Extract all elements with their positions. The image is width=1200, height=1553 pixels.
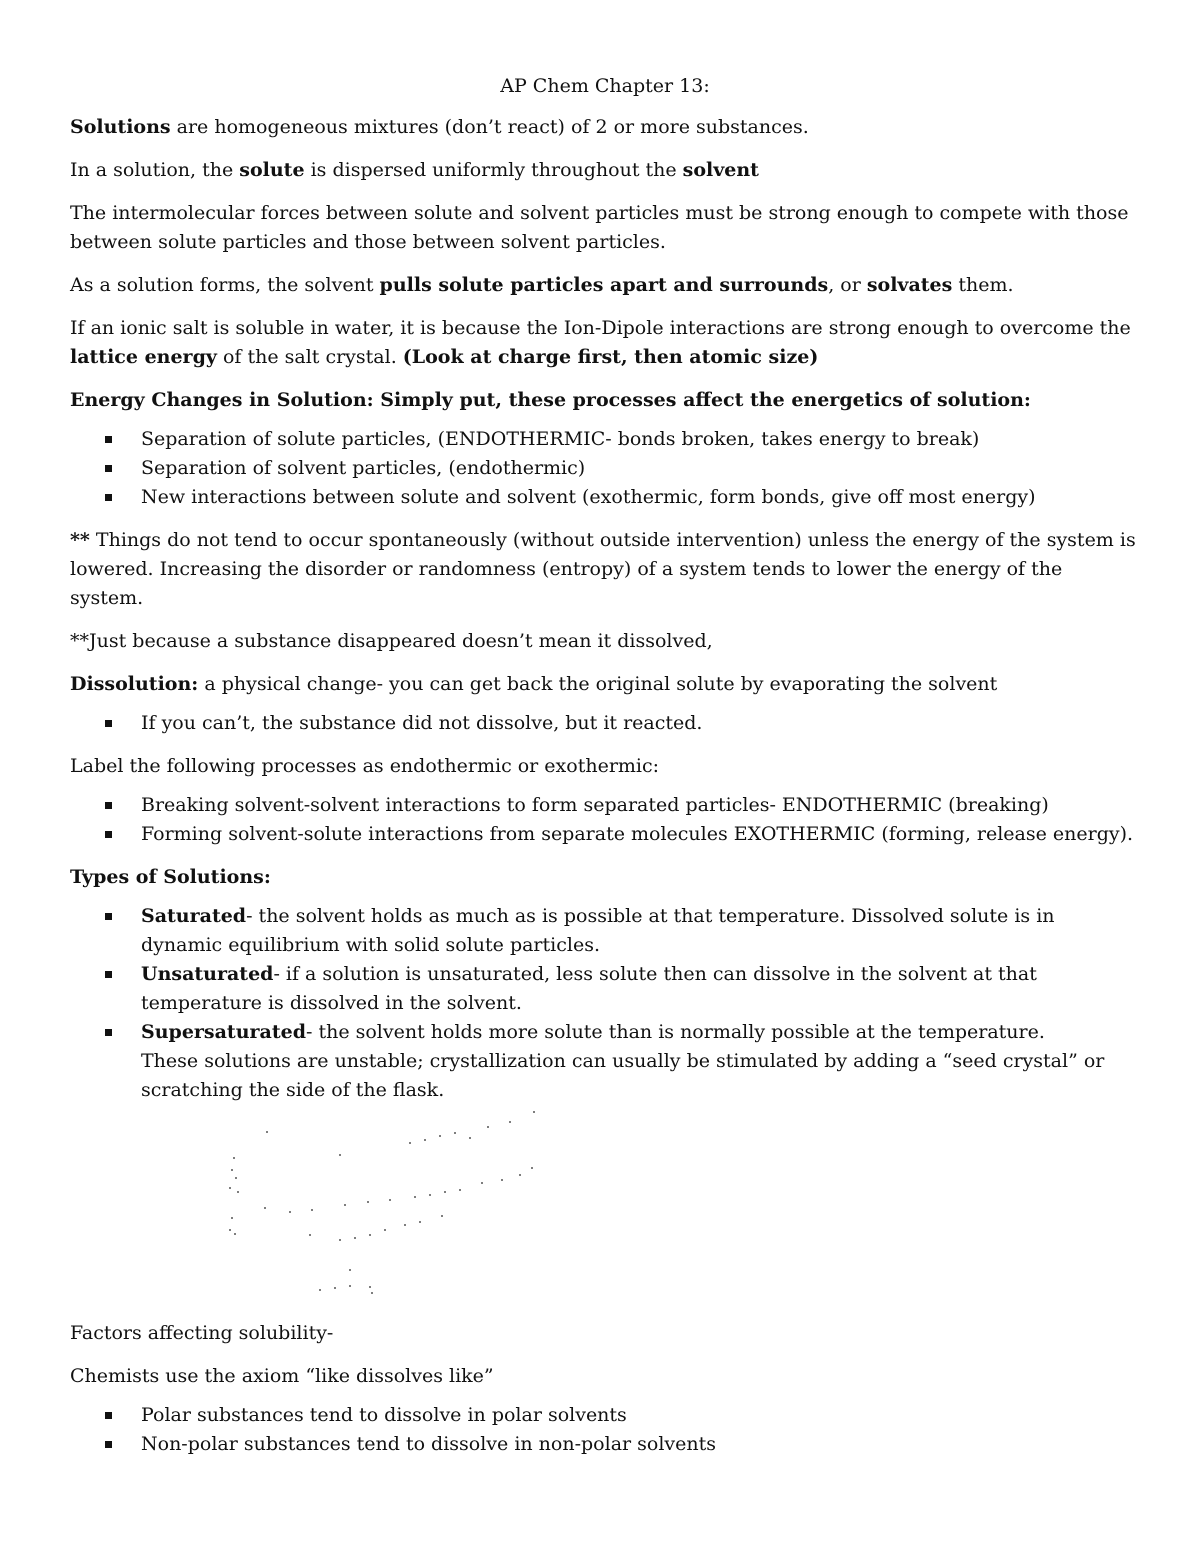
bullet-icon [105,465,112,472]
like-dissolves-list [70,1401,1140,1459]
bullet-icon [105,802,112,809]
axiom-statement: Chemists use the axiom “like dissolves like” [70,1365,494,1387]
energy-changes-heading: Energy Changes in Solution: Simply put, these processes affect the energetics of solution: [70,389,1031,411]
dissolution-definition: Dissolution: a physical change- you can get back the original solute by evaporating the solvent [70,673,998,695]
term-dissolution: Dissolution: [70,673,199,695]
ionic-salt-paragraph: If an ionic salt is soluble in water, it is because the Ion-Dipole interactions are strong enough to overcome the lattice energy of the salt crystal. (Look at charge first, then atomic size) [70,317,1131,368]
dissolution-list [70,709,1140,738]
term-unsaturated: Unsaturated [141,963,274,985]
energy-changes-list [70,425,1140,512]
bullet-icon [105,494,112,501]
list-item: Forming solvent-solute interactions from separate molecules EXOTHERMIC (forming, release energy). [70,820,1140,849]
page-title: AP Chem Chapter 13: [500,75,710,97]
types-heading: Types of Solutions: [70,866,271,888]
list-item: Breaking solvent-solvent interactions to form separated particles- ENDOTHERMIC (breaking) [70,791,1140,820]
term-solvent: solvent [682,159,759,181]
list-item: Non-polar substances tend to dissolve in non-polar solvents [70,1430,1140,1459]
list-item: New interactions between solute and solvent (exothermic, form bonds, give off most energy) [70,483,1140,512]
intermolecular-forces-paragraph: The intermolecular forces between solute and solvent particles must be strong enough to compete with those between solute particles and those between solvent particles. [70,202,1129,253]
term-solutions: Solutions [70,116,171,138]
list-item: Unsaturated- if a solution is unsaturated, less solute then can dissolve in the solvent at that temperature is dissolved in the solvent. [70,960,1140,1018]
term-supersaturated: Supersaturated [141,1021,306,1043]
term-saturated: Saturated [141,905,247,927]
term-solute: solute [239,159,305,181]
label-processes-prompt: Label the following processes as endothermic or exothermic: [70,755,660,777]
list-item: If you can’t, the substance did not dissolve, but it reacted. [70,709,1140,738]
bullet-icon [105,831,112,838]
bullet-icon [105,913,112,920]
bullet-icon [105,1412,112,1419]
bullet-icon [105,1029,112,1036]
faint-flask-drawing-remnant [220,1100,550,1300]
label-processes-list [70,791,1140,849]
disappeared-note: **Just because a substance disappeared doesn’t mean it dissolved, [70,630,713,652]
bullet-icon [105,1441,112,1448]
solute-solvent-statement: In a solution, the solute is dispersed uniformly throughout the solvent [70,159,759,181]
list-item: Separation of solute particles, (ENDOTHERMIC- bonds broken, takes energy to break) [70,425,1140,454]
list-item: Polar substances tend to dissolve in polar solvents [70,1401,1140,1430]
spontaneity-paragraph: ** Things do not tend to occur spontaneously (without outside intervention) unless the energy of the system is lowered. Increasing the disorder or randomness (entropy) of a system tends to lower the energy of the system. [70,529,1136,609]
list-item: Separation of solvent particles, (endothermic) [70,454,1140,483]
factors-heading: Factors affecting solubility- [70,1322,334,1344]
list-item: Saturated- the solvent holds as much as is possible at that temperature. Dissolved solute is in dynamic equilibrium with solid solute particles. [70,902,1140,960]
bullet-icon [105,720,112,727]
solutions-definition: Solutions are homogeneous mixtures (don’t react) of 2 or more substances. [70,116,809,138]
bullet-icon [105,971,112,978]
solvation-paragraph: As a solution forms, the solvent pulls solute particles apart and surrounds, or solvates them. [70,274,1014,296]
bullet-icon [105,436,112,443]
list-item: Supersaturated- the solvent holds more solute than is normally possible at the temperature. These solutions are unstable; crystallization can usually be stimulated by adding a “seed crystal” or scratching the side of the flask. [70,1018,1140,1105]
types-list [70,902,1140,1105]
